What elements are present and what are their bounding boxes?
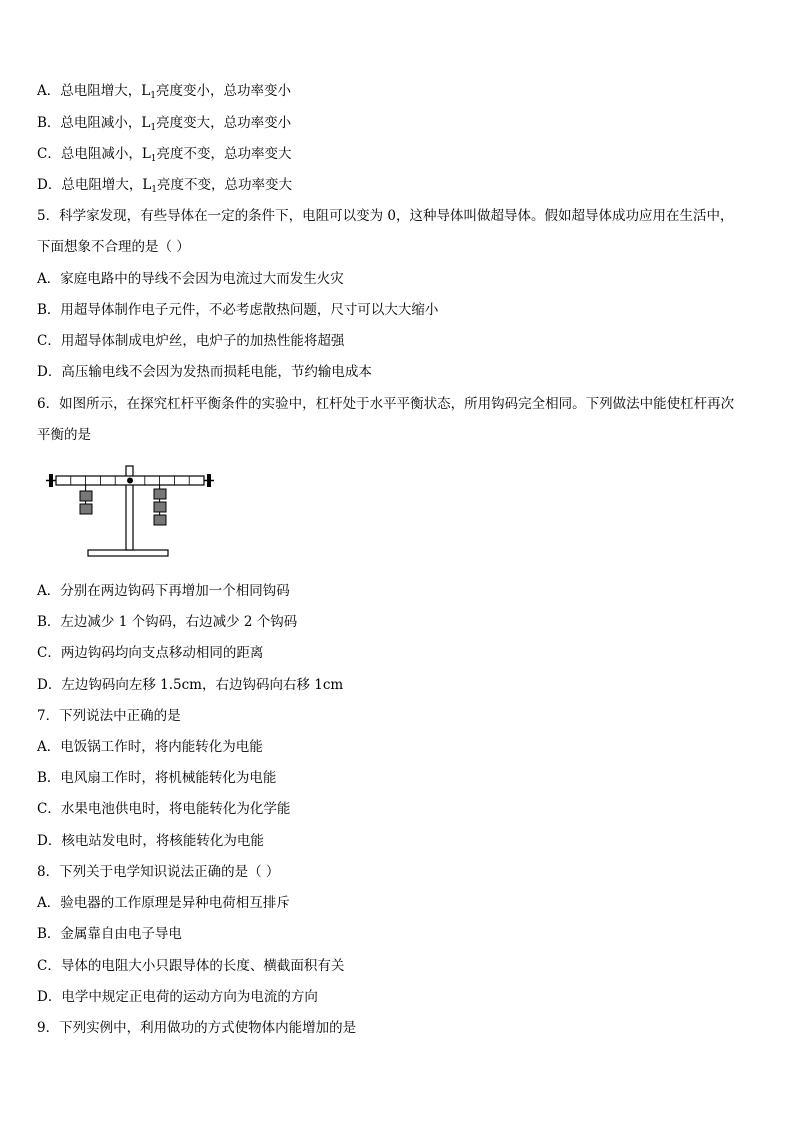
right-weight-2 bbox=[154, 502, 166, 512]
q4-option-b-sub: 1 bbox=[150, 123, 157, 133]
stand-base bbox=[88, 550, 168, 556]
q5-stem-line2: 下面想象不合理的是（ ） bbox=[37, 239, 190, 255]
q8-stem: 8．下列关于电学知识说法正确的是（ ） bbox=[37, 864, 280, 880]
lever-diagram bbox=[44, 462, 224, 562]
q4-option-d-text1: D．总电阻增大，L bbox=[37, 177, 152, 193]
q7-option-c: C．水果电池供电时，将电能转化为化学能 bbox=[37, 801, 291, 817]
q4-option-c-sub: 1 bbox=[150, 154, 157, 164]
q7-option-d: D．核电站发电时，将核能转化为电能 bbox=[37, 833, 264, 849]
right-weight-3 bbox=[154, 515, 166, 525]
q4-option-a bbox=[37, 82, 291, 105]
right-balance-nut bbox=[207, 474, 211, 487]
q7-option-b: B．电风扇工作时，将机械能转化为电能 bbox=[37, 770, 277, 786]
q8-option-d: D．电学中规定正电荷的运动方向为电流的方向 bbox=[37, 989, 318, 1005]
q4-option-c-text2: 亮度不变，总功率变大 bbox=[156, 146, 292, 162]
q4-option-b-text2: 亮度变大，总功率变小 bbox=[156, 115, 292, 131]
q5-option-c: C．用超导体制成电炉丝，电炉子的加热性能将超强 bbox=[37, 333, 345, 349]
right-weight-1 bbox=[154, 489, 166, 499]
q4-option-a-text2: 亮度变小，总功率变小 bbox=[155, 83, 291, 99]
q6-stem-line1: 6．如图所示，在探究杠杆平衡条件的实验中，杠杆处于水平平衡状态，所用钩码完全相同。下列做法中能使杠杆再次 bbox=[37, 396, 735, 412]
q6-option-b: B．左边减少 1 个钩码，右边减少 2 个钩码 bbox=[37, 614, 298, 630]
q5-stem-line1: 5．科学家发现，有些导体在一定的条件下，电阻可以变为 0，这种导体叫做超导体。假如超导体成功应用在生活中， bbox=[37, 208, 734, 224]
left-balance-nut bbox=[49, 474, 53, 487]
pivot-point bbox=[127, 478, 133, 484]
q5-option-b: B．用超导体制作电子元件，不必考虑散热问题，尺寸可以大大缩小 bbox=[37, 302, 439, 318]
q8-option-b: B．金属靠自由电子导电 bbox=[37, 926, 182, 942]
q7-stem: 7．下列说法中正确的是 bbox=[37, 708, 181, 724]
q8-option-a: A．验电器的工作原理是异种电荷相互排斥 bbox=[37, 895, 290, 911]
left-weight-1 bbox=[80, 491, 92, 501]
q4-option-b-text1: B．总电阻减小，L bbox=[37, 115, 151, 131]
q7-option-a: A．电饭锅工作时，将内能转化为电能 bbox=[37, 739, 263, 755]
q6-option-d: D．左边钩码向左移 1.5cm，右边钩码向右移 1cm bbox=[37, 677, 344, 693]
q5-option-a: A．家庭电路中的导线不会因为电流过大而发生火灾 bbox=[37, 271, 344, 287]
q4-option-d-text2: 亮度不变，总功率变大 bbox=[157, 177, 293, 193]
lever-figure bbox=[44, 462, 224, 562]
q6-option-c: C．两边钩码均向支点移动相同的距离 bbox=[37, 645, 264, 661]
q6-stem-line2: 平衡的是 bbox=[37, 427, 91, 443]
left-weight-2 bbox=[80, 504, 92, 514]
q8-option-c: C．导体的电阻大小只跟导体的长度、横截面积有关 bbox=[37, 958, 345, 974]
q4-option-b bbox=[37, 114, 291, 137]
q4-option-a-sub: 1 bbox=[150, 91, 156, 101]
q4-option-c-text1: C．总电阻减小，L bbox=[37, 146, 151, 162]
q6-option-a: A．分别在两边钩码下再增加一个相同钩码 bbox=[37, 583, 290, 599]
q5-option-d: D．高压输电线不会因为发热而损耗电能，节约输电成本 bbox=[37, 364, 372, 380]
q4-option-d-sub: 1 bbox=[151, 185, 158, 195]
q9-stem: 9．下列实例中，利用做功的方式使物体内能增加的是 bbox=[37, 1020, 357, 1036]
q4-option-a-text1: A．总电阻增大，L bbox=[37, 83, 151, 99]
q4-option-c bbox=[37, 145, 292, 168]
q4-option-d bbox=[37, 176, 292, 199]
